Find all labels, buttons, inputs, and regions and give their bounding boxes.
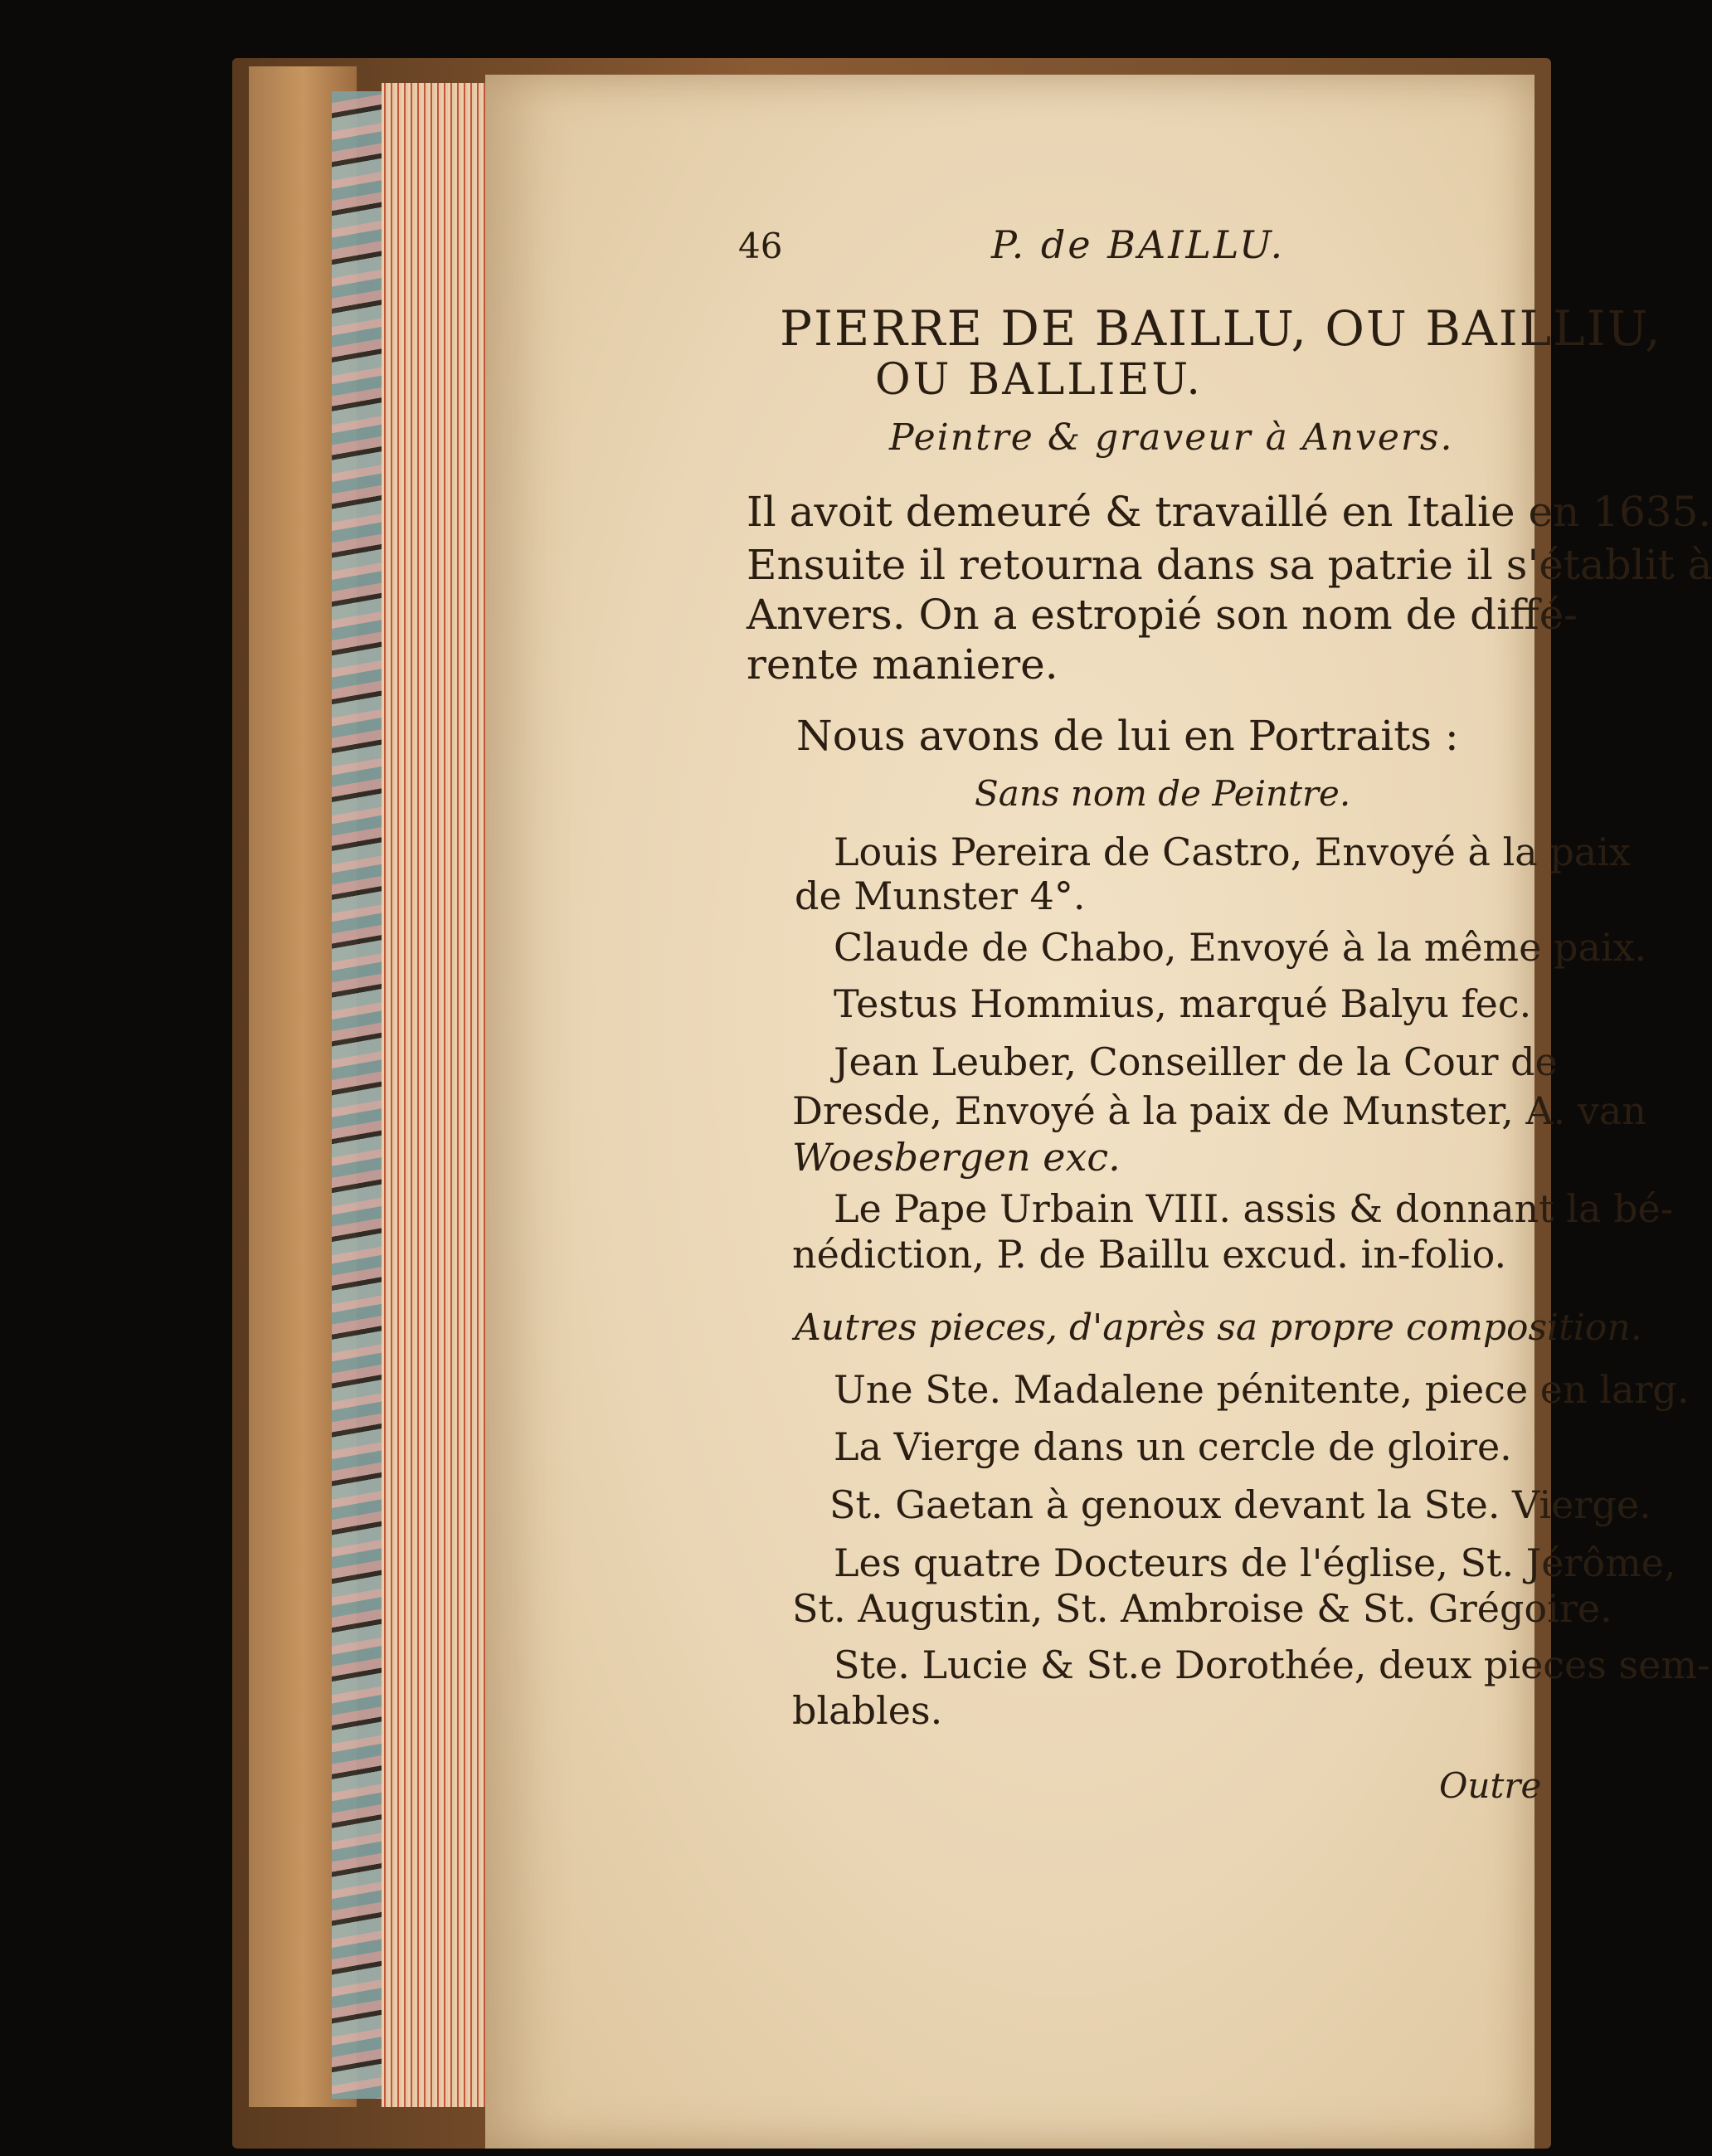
intro-line: Ensuite il retourna dans sa patrie il s'établit à <box>747 541 1712 589</box>
entry-line: nédiction, P. de Baillu excud. in-folio. <box>792 1232 1507 1277</box>
heading-subtitle: Peintre & graveur à Anvers. <box>889 416 1454 459</box>
entry-line: Testus Hommius, marqué Balyu fec. <box>834 981 1532 1026</box>
page-number: 46 <box>738 226 783 266</box>
sans-nom-heading: Sans nom de Peintre. <box>975 773 1351 814</box>
composition-line: St. Gaetan à genoux devant la Ste. Vierge. <box>829 1482 1651 1527</box>
autres-heading: Autres pieces, d'après sa propre composition. <box>795 1307 1642 1349</box>
intro-line: rente maniere. <box>747 640 1058 689</box>
heading-name: PIERRE DE BAILLU, OU BAILLIU, <box>780 300 1662 357</box>
intro-line: Anvers. On a estropié son nom de diffé- <box>747 591 1578 639</box>
heading-variant: OU BALLIEU. <box>875 355 1203 405</box>
intro-line: Il avoit demeuré & travaillé en Italie en 1635. <box>747 488 1712 536</box>
catchword: Outre <box>1439 1765 1542 1806</box>
entry-line: Claude de Chabo, Envoyé à la même paix. <box>834 925 1647 970</box>
composition-line: La Vierge dans un cercle de gloire. <box>834 1424 1512 1469</box>
composition-line: St. Augustin, St. Ambroise & St. Grégoire. <box>792 1586 1612 1631</box>
entry-line: Dresde, Envoyé à la paix de Munster, A. van <box>792 1088 1646 1133</box>
composition-line: Ste. Lucie & St.e Dorothée, deux pieces sem- <box>834 1643 1710 1687</box>
entry-line: Le Pape Urbain VIII. assis & donnant la bé- <box>834 1186 1674 1231</box>
running-title: P. de BAILLU. <box>991 222 1286 267</box>
composition-line: blables. <box>792 1688 943 1733</box>
entry-line: Louis Pereira de Castro, Envoyé à la paix <box>834 830 1631 874</box>
page-edges <box>382 83 489 2107</box>
entry-line: de Munster 4°. <box>795 874 1086 918</box>
composition-line: Une Ste. Madalene pénitente, piece en larg. <box>834 1367 1690 1412</box>
composition-line: Les quatre Docteurs de l'église, St. Jérôme, <box>834 1540 1676 1585</box>
entry-line: Woesbergen exc. <box>792 1135 1121 1180</box>
portraits-heading: Nous avons de lui en Portraits : <box>796 712 1459 760</box>
entry-line: Jean Leuber, Conseiller de la Cour de <box>834 1039 1558 1084</box>
marbled-endpaper <box>332 91 382 2099</box>
